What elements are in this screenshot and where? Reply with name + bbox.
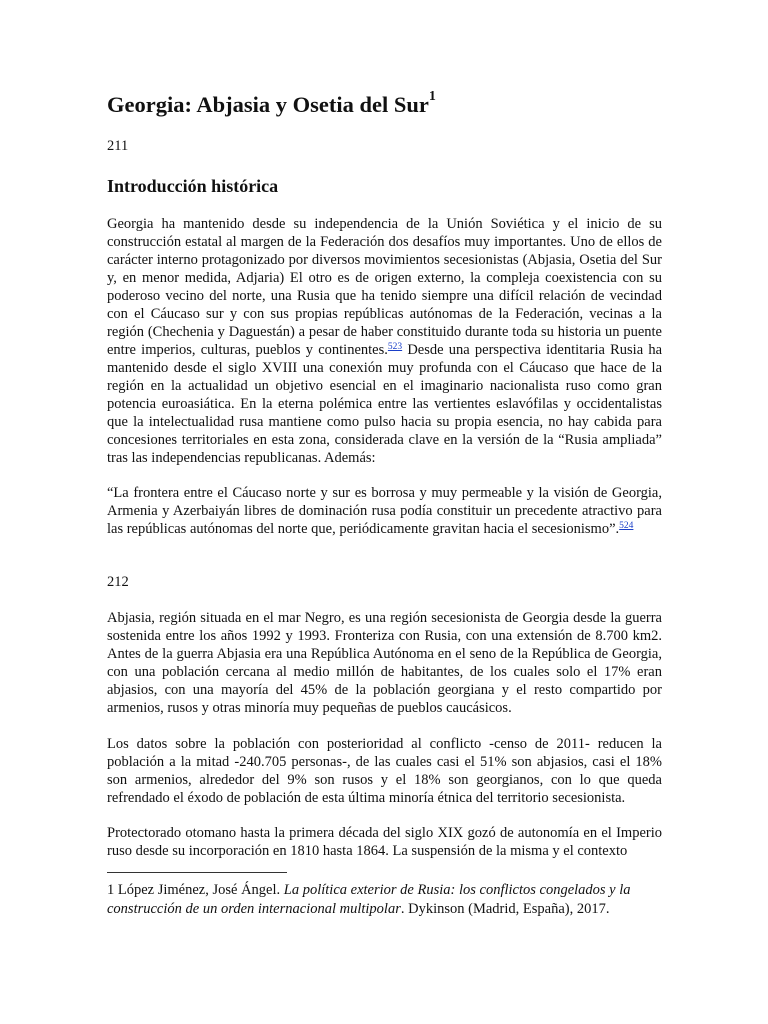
paragraph-protectorate: Protectorado otomano hasta la primera década del siglo XIX gozó de autonomía en el Imperio ruso desde su incorporación en 1810 hasta 1864. La suspensión de la misma y el contexto <box>107 825 662 859</box>
title-footnote-mark: 1 <box>428 89 436 104</box>
footnote-reference-link[interactable]: 523 <box>387 342 403 352</box>
paragraph-text-continued: Desde una perspectiva identitaria Rusia ha mantenido desde el siglo XVIII una conexión muy profunda con el Cáucaso que hace de la región en la actualidad un objetivo esencial en el imaginario nacionalista ruso como gran potencia euroasiática. En la eterna polémica entre las vertientes eslavófilas y occidentalistas que la intelectualidad rusa mantiene como pulso hacia su propia esencia, no hay cabida para concesiones territoriales en esta zona, considerada clave en la versión de la “Rusia ampliada” tras las independencias republicanas. Además: <box>107 342 663 466</box>
footnote-publisher: . Dykinson (Madrid, España), 2017. <box>400 901 610 917</box>
footnote <box>107 881 662 919</box>
page-number-marker: 212 <box>107 574 129 590</box>
quote-text: “La frontera entre el Cáucaso norte y sur es borrosa y muy permeable y la visión de Georgia, Armenia y Azerbaiyán libres de dominación rusa podía constituir un precedente atractivo para las repúblicas autónomas del norte que, periódicamente gravitan hacia el secesionismo”. <box>107 485 662 537</box>
paragraph-text: Georgia ha mantenido desde su independencia de la Unión Soviética y el inicio de su construcción estatal al margen de la Federación dos desafíos muy importantes. Uno de ellos de carácter interno protagonizado por diversos movimientos secesionistas (Abjasia, Osetia del Sur y, en menor medida, Adjaria) El otro es de origen externo, la compleja coexistencia con su poderoso vecino del norte, una Rusia que ha tenido siempre una difícil relación de vecindad con el Cáucaso sur y con sus propias repúblicas autónomas de la Federación, vecinas a la región (Chechenia y Daguestán) a pesar de haber constituido durante toda su historia un puente entre imperios, culturas, pueblos y continentes. <box>107 216 662 358</box>
footnote-separator <box>107 872 287 873</box>
page-number-marker: 211 <box>107 138 129 154</box>
footnote-author: López Jiménez, José Ángel. <box>117 882 284 898</box>
footnote-book-title: La política exterior de Rusia: los conflictos congelados y la construcción de un orden internacional multipolar <box>107 882 631 917</box>
paragraph-population: Los datos sobre la población con posterioridad al conflicto -censo de 2011- reducen la población a la mitad -240.705 personas-, de las cuales casi el 51% son abjasios, casi el 18% son armenios, alrededor del 9% son rusos y el 18% son georgianos, con lo que queda refrendado el éxodo de población de esta última minoría étnica del territorio secesionista. <box>107 736 662 806</box>
paragraph-intro <box>107 215 662 467</box>
footnote-mark: 1 <box>107 882 115 898</box>
paragraph-abjasia: Abjasia, región situada en el mar Negro, es una región secesionista de Georgia desde la guerra sostenida entre los años 1992 y 1993. Fronteriza con Rusia, con una extensión de 8.700 km2. Antes de la guerra Abjasia era una República Autónoma en el seno de la República de Georgia, con una población cercana al medio millón de habitantes, de los cuales solo el 17% eran abjasios, con una mayoría del 45% de la población georgiana y el resto compartido por armenios, rusos y otras minoría muy pequeñas de pueblos caucásicos. <box>107 610 662 716</box>
footnote-reference-link[interactable]: 524 <box>619 521 634 531</box>
document-title <box>107 89 436 117</box>
title-text: Georgia: Abjasia y Osetia del Sur <box>107 92 429 117</box>
paragraph-quote <box>107 484 662 538</box>
section-heading: Introducción histórica <box>107 176 279 196</box>
